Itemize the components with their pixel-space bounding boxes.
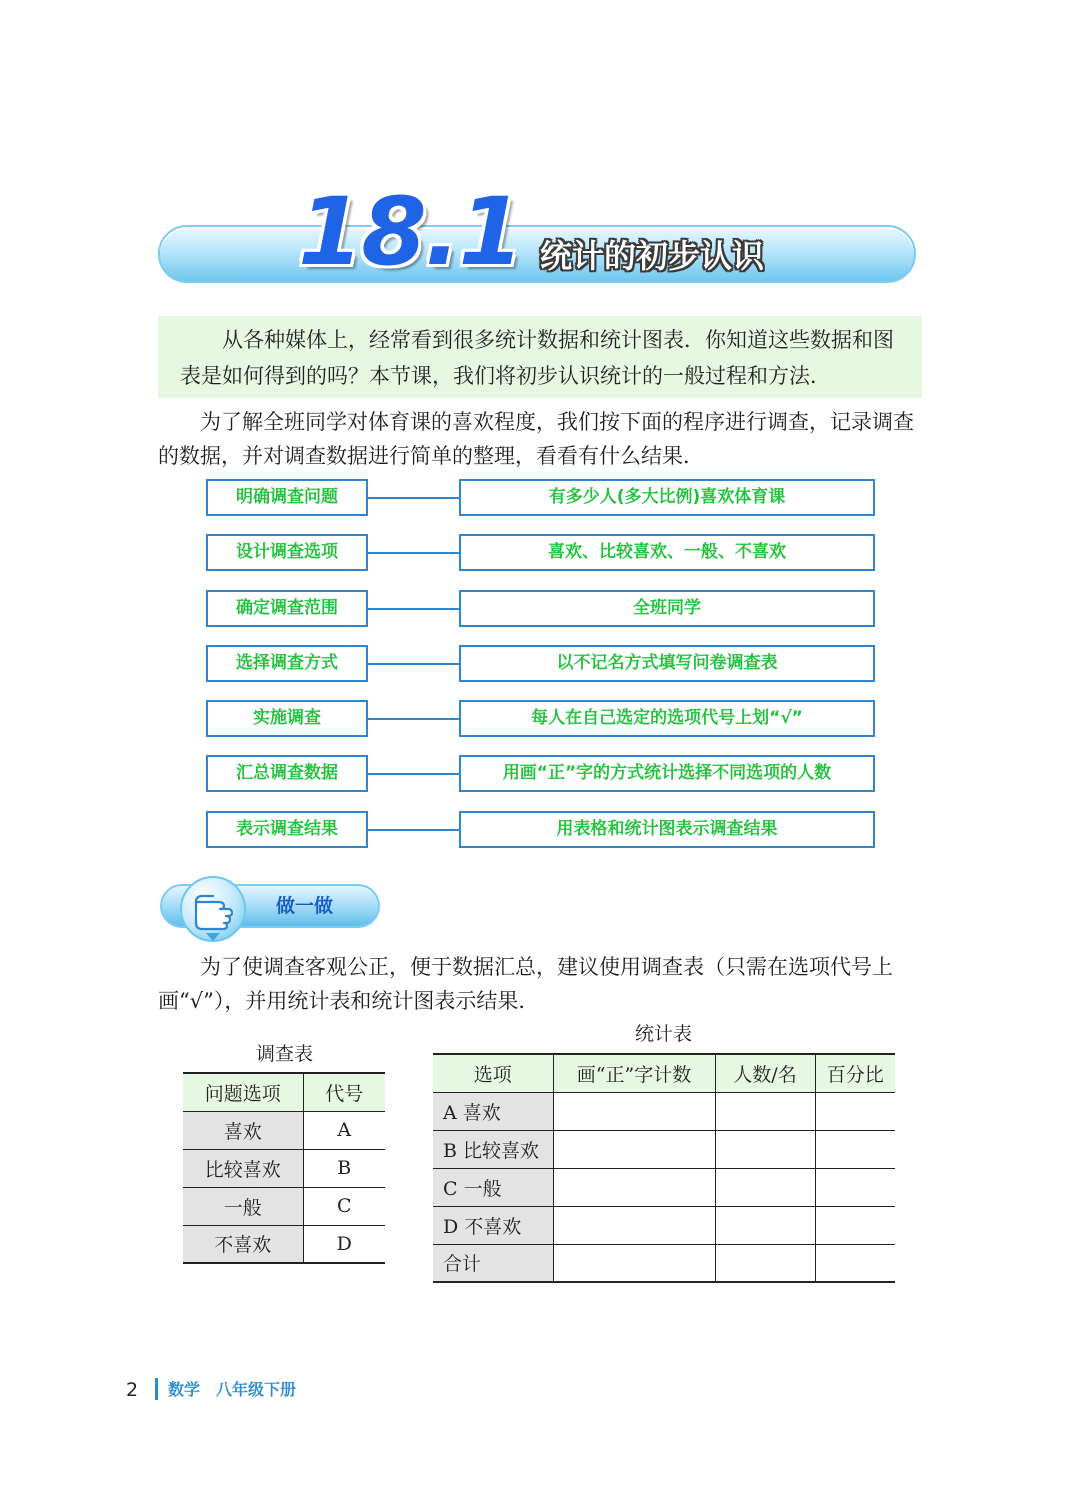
table-header: 人数/名 [715,1054,815,1092]
table-row [183,1111,385,1149]
table-cell [553,1092,715,1130]
table-row [433,1168,895,1206]
survey-table [183,1072,385,1264]
flow-connector [368,663,459,665]
table-cell: 一般 [183,1187,303,1225]
flow-step: 表示调查结果 [206,811,368,848]
table-cell [715,1206,815,1244]
table-cell [815,1130,895,1168]
flow-step: 实施调查 [206,700,368,737]
table-header: 选项 [433,1054,553,1092]
table-cell: 不喜欢 [183,1225,303,1263]
page-number: 2 [126,1379,139,1401]
table-row [433,1206,895,1244]
table-cell: B 比较喜欢 [433,1130,553,1168]
flow-detail: 每人在自己选定的选项代号上划“√” [459,700,875,737]
table-row [433,1244,895,1282]
flow-detail: 全班同学 [459,590,875,627]
table-row [183,1149,385,1187]
table-header: 问题选项 [183,1073,303,1111]
table-cell: A [303,1111,385,1149]
table-cell: C [303,1187,385,1225]
table-cell [715,1168,815,1206]
table-cell [553,1168,715,1206]
table-cell: A 喜欢 [433,1092,553,1130]
paragraph-2: 为了使调查客观公正，便于数据汇总，建议使用调查表（只需在选项代号上画“√”），并用统计表和统计图表示结果． [158,955,893,1013]
table-cell [815,1092,895,1130]
flow-step: 选择调查方式 [206,645,368,682]
table-cell [553,1130,715,1168]
flow-connector [368,773,459,775]
footer-divider [155,1378,158,1400]
flow-row [206,479,876,534]
survey-flow [206,479,876,866]
table-cell [815,1206,895,1244]
table-cell [553,1244,715,1282]
flow-connector [368,497,459,499]
flow-row [206,590,876,645]
flow-detail: 用画“正”字的方式统计选择不同选项的人数 [459,755,875,792]
activity-label: 做一做 [276,895,334,917]
table-cell [815,1168,895,1206]
flow-row [206,534,876,589]
pointing-hand-icon [188,884,240,934]
flow-connector [368,829,459,831]
flow-detail: 喜欢、比较喜欢、一般、不喜欢 [459,534,875,571]
flow-row [206,700,876,755]
table-cell: D [303,1225,385,1263]
stats-table-caption: 统计表 [635,1023,693,1045]
book-title: 数学 八年级下册 [168,1380,297,1399]
table-cell: 喜欢 [183,1111,303,1149]
table-cell: 合计 [433,1244,553,1282]
flow-connector [368,608,459,610]
table-cell [715,1092,815,1130]
flow-step: 确定调查范围 [206,590,368,627]
table-header: 代号 [303,1073,385,1111]
flow-row [206,811,876,866]
table-cell: B [303,1149,385,1187]
intro-box [158,316,922,398]
stats-table [433,1053,895,1283]
table-cell: D 不喜欢 [433,1206,553,1244]
table-header: 百分比 [815,1054,895,1092]
table-row [183,1187,385,1225]
table-row [183,1225,385,1263]
flow-detail: 用表格和统计图表示调查结果 [459,811,875,848]
flow-connector [368,552,459,554]
table-row [433,1092,895,1130]
table-cell: 比较喜欢 [183,1149,303,1187]
activity-arrow-icon [206,933,220,941]
table-cell [715,1244,815,1282]
table-header: 画“正”字计数 [553,1054,715,1092]
intro-text: 从各种媒体上，经常看到很多统计数据和统计图表．你知道这些数据和图表是如何得到的吗？本节课，我们将初步认识统计的一般过程和方法． [180,328,894,388]
section-title: 统计的初步认识 [540,237,765,275]
section-number: 18.1 [298,178,522,287]
flow-detail: 以不记名方式填写问卷调查表 [459,645,875,682]
flow-row [206,755,876,810]
table-cell: C 一般 [433,1168,553,1206]
flow-detail: 有多少人(多大比例)喜欢体育课 [459,479,875,516]
flow-step: 汇总调查数据 [206,755,368,792]
survey-table-caption: 调查表 [256,1043,314,1065]
table-row [433,1130,895,1168]
table-cell [815,1244,895,1282]
paragraph-1: 为了解全班同学对体育课的喜欢程度，我们按下面的程序进行调查，记录调查的数据，并对调查数据进行简单的整理，看看有什么结果． [158,410,914,468]
flow-step: 明确调查问题 [206,479,368,516]
flow-connector [368,718,459,720]
table-cell [553,1206,715,1244]
flow-step: 设计调查选项 [206,534,368,571]
table-cell [715,1130,815,1168]
flow-row [206,645,876,700]
